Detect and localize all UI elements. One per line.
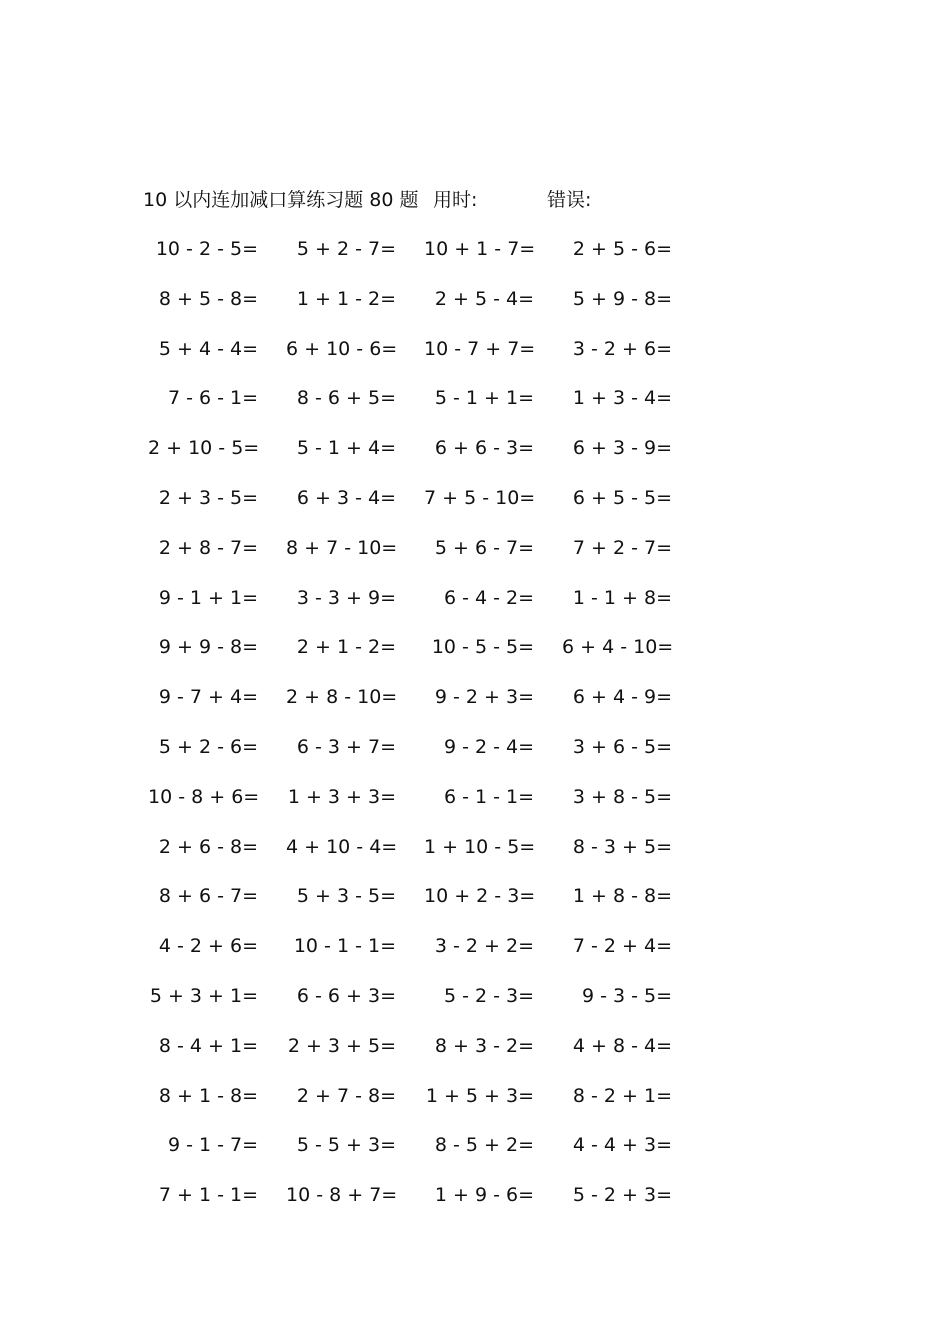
arithmetic-problem: 4 + 8 - 4= (572, 1034, 672, 1057)
arithmetic-problem: 2 + 3 + 5= (287, 1034, 396, 1057)
problem-row (148, 431, 708, 481)
arithmetic-problem: 10 + 2 - 3= (424, 885, 536, 908)
problem-row (148, 830, 708, 880)
arithmetic-problem: 2 + 8 - 7= (158, 536, 258, 559)
arithmetic-problem: 3 - 3 + 9= (296, 586, 396, 609)
arithmetic-problem: 6 - 4 - 2= (443, 586, 534, 609)
arithmetic-problem: 1 + 5 + 3= (425, 1084, 534, 1107)
arithmetic-problem: 6 - 3 + 7= (296, 735, 396, 758)
problem-row (148, 630, 708, 680)
arithmetic-problem: 10 - 8 + 6= (148, 785, 260, 808)
problem-row (148, 1029, 708, 1079)
arithmetic-problem: 5 - 5 + 3= (296, 1134, 396, 1157)
arithmetic-problem: 2 + 3 - 5= (158, 486, 258, 509)
arithmetic-problem: 3 - 2 + 6= (572, 337, 672, 360)
arithmetic-problem: 3 + 6 - 5= (572, 735, 672, 758)
arithmetic-problem: 5 + 3 - 5= (296, 885, 396, 908)
arithmetic-problem: 5 + 9 - 8= (572, 287, 672, 310)
arithmetic-problem: 10 - 1 - 1= (293, 935, 396, 958)
arithmetic-problem: 6 + 6 - 3= (434, 437, 534, 460)
arithmetic-problem: 1 - 1 + 8= (572, 586, 672, 609)
problem-row (148, 1178, 708, 1228)
errors-label: 错误: (547, 189, 592, 211)
arithmetic-problem: 8 - 2 + 1= (572, 1084, 672, 1107)
arithmetic-problem: 5 + 2 - 6= (158, 735, 258, 758)
arithmetic-problem: 9 - 1 - 7= (167, 1134, 258, 1157)
arithmetic-problem: 10 - 7 + 7= (424, 337, 536, 360)
arithmetic-problem: 6 - 6 + 3= (296, 984, 396, 1007)
arithmetic-problem: 3 - 2 + 2= (434, 935, 534, 958)
problem-row (148, 929, 708, 979)
arithmetic-problem: 9 - 2 + 3= (434, 686, 534, 709)
arithmetic-problem: 5 - 1 + 4= (296, 437, 396, 460)
problem-row (148, 332, 708, 382)
arithmetic-problem: 9 - 3 - 5= (581, 984, 672, 1007)
arithmetic-problem: 2 + 7 - 8= (296, 1084, 396, 1107)
arithmetic-problem: 7 - 6 - 1= (167, 387, 258, 410)
problem-row (148, 979, 708, 1029)
arithmetic-problem: 9 - 2 - 4= (443, 735, 534, 758)
worksheet-title: 10 以内连加减口算练习题 80 题 (143, 189, 419, 211)
arithmetic-problem: 5 - 2 - 3= (443, 984, 534, 1007)
arithmetic-problem: 9 - 7 + 4= (158, 686, 258, 709)
arithmetic-problem: 8 + 7 - 10= (286, 536, 398, 559)
arithmetic-problem: 7 + 5 - 10= (424, 486, 536, 509)
arithmetic-problem: 2 + 10 - 5= (148, 437, 260, 460)
arithmetic-problem: 8 + 6 - 7= (158, 885, 258, 908)
problem-row (148, 1079, 708, 1129)
arithmetic-problem: 7 - 2 + 4= (572, 935, 672, 958)
arithmetic-problem: 7 + 2 - 7= (572, 536, 672, 559)
arithmetic-problem: 5 - 1 + 1= (434, 387, 534, 410)
arithmetic-problem: 5 - 2 + 3= (572, 1184, 672, 1207)
arithmetic-problem: 6 + 3 - 4= (296, 486, 396, 509)
arithmetic-problem: 2 + 6 - 8= (158, 835, 258, 858)
arithmetic-problem: 8 - 5 + 2= (434, 1134, 534, 1157)
problem-row (148, 680, 708, 730)
arithmetic-problem: 8 + 5 - 8= (158, 287, 258, 310)
arithmetic-problem: 4 + 10 - 4= (286, 835, 398, 858)
arithmetic-problem: 5 + 6 - 7= (434, 536, 534, 559)
arithmetic-problem: 6 + 4 - 9= (572, 686, 672, 709)
problem-row (148, 531, 708, 581)
arithmetic-problem: 5 + 4 - 4= (158, 337, 258, 360)
problem-row (148, 481, 708, 531)
problem-row (148, 282, 708, 332)
problem-row (148, 581, 708, 631)
problem-row (148, 780, 708, 830)
arithmetic-problem: 1 + 9 - 6= (434, 1184, 534, 1207)
arithmetic-problem: 6 + 10 - 6= (286, 337, 398, 360)
arithmetic-problem: 8 + 3 - 2= (434, 1034, 534, 1057)
arithmetic-problem: 6 + 3 - 9= (572, 437, 672, 460)
arithmetic-problem: 2 + 5 - 6= (572, 238, 672, 260)
arithmetic-problem: 7 + 1 - 1= (158, 1184, 258, 1207)
arithmetic-problem: 1 + 8 - 8= (572, 885, 672, 908)
arithmetic-problem: 8 - 4 + 1= (158, 1034, 258, 1057)
arithmetic-problem: 1 + 10 - 5= (424, 835, 536, 858)
arithmetic-problem: 10 - 5 - 5= (431, 636, 534, 659)
arithmetic-problem: 2 + 8 - 10= (286, 686, 398, 709)
arithmetic-problem: 2 + 1 - 2= (296, 636, 396, 659)
arithmetic-problem: 8 - 3 + 5= (572, 835, 672, 858)
problem-row (148, 879, 708, 929)
arithmetic-problem: 6 + 4 - 10= (562, 636, 674, 659)
arithmetic-problem: 9 + 9 - 8= (158, 636, 258, 659)
problem-grid (148, 232, 708, 1228)
arithmetic-problem: 8 - 6 + 5= (296, 387, 396, 410)
arithmetic-problem: 9 - 1 + 1= (158, 586, 258, 609)
arithmetic-problem: 10 - 8 + 7= (286, 1184, 398, 1207)
arithmetic-problem: 2 + 5 - 4= (434, 287, 534, 310)
arithmetic-problem: 4 - 2 + 6= (158, 935, 258, 958)
arithmetic-problem: 6 - 1 - 1= (443, 785, 534, 808)
arithmetic-problem: 8 + 1 - 8= (158, 1084, 258, 1107)
arithmetic-problem: 4 - 4 + 3= (572, 1134, 672, 1157)
problem-row (148, 232, 708, 282)
arithmetic-problem: 5 + 3 + 1= (149, 984, 258, 1007)
arithmetic-problem: 6 + 5 - 5= (572, 486, 672, 509)
arithmetic-problem: 1 + 3 - 4= (572, 387, 672, 410)
time-used-label: 用时: (433, 189, 478, 211)
arithmetic-problem: 10 - 2 - 5= (155, 238, 258, 260)
arithmetic-problem: 3 + 8 - 5= (572, 785, 672, 808)
arithmetic-problem: 10 + 1 - 7= (424, 238, 536, 260)
problem-row (148, 1128, 708, 1178)
problem-row (148, 730, 708, 780)
arithmetic-problem: 5 + 2 - 7= (296, 238, 396, 260)
problem-row (148, 381, 708, 431)
arithmetic-problem: 1 + 3 + 3= (287, 785, 396, 808)
arithmetic-problem: 1 + 1 - 2= (296, 287, 396, 310)
